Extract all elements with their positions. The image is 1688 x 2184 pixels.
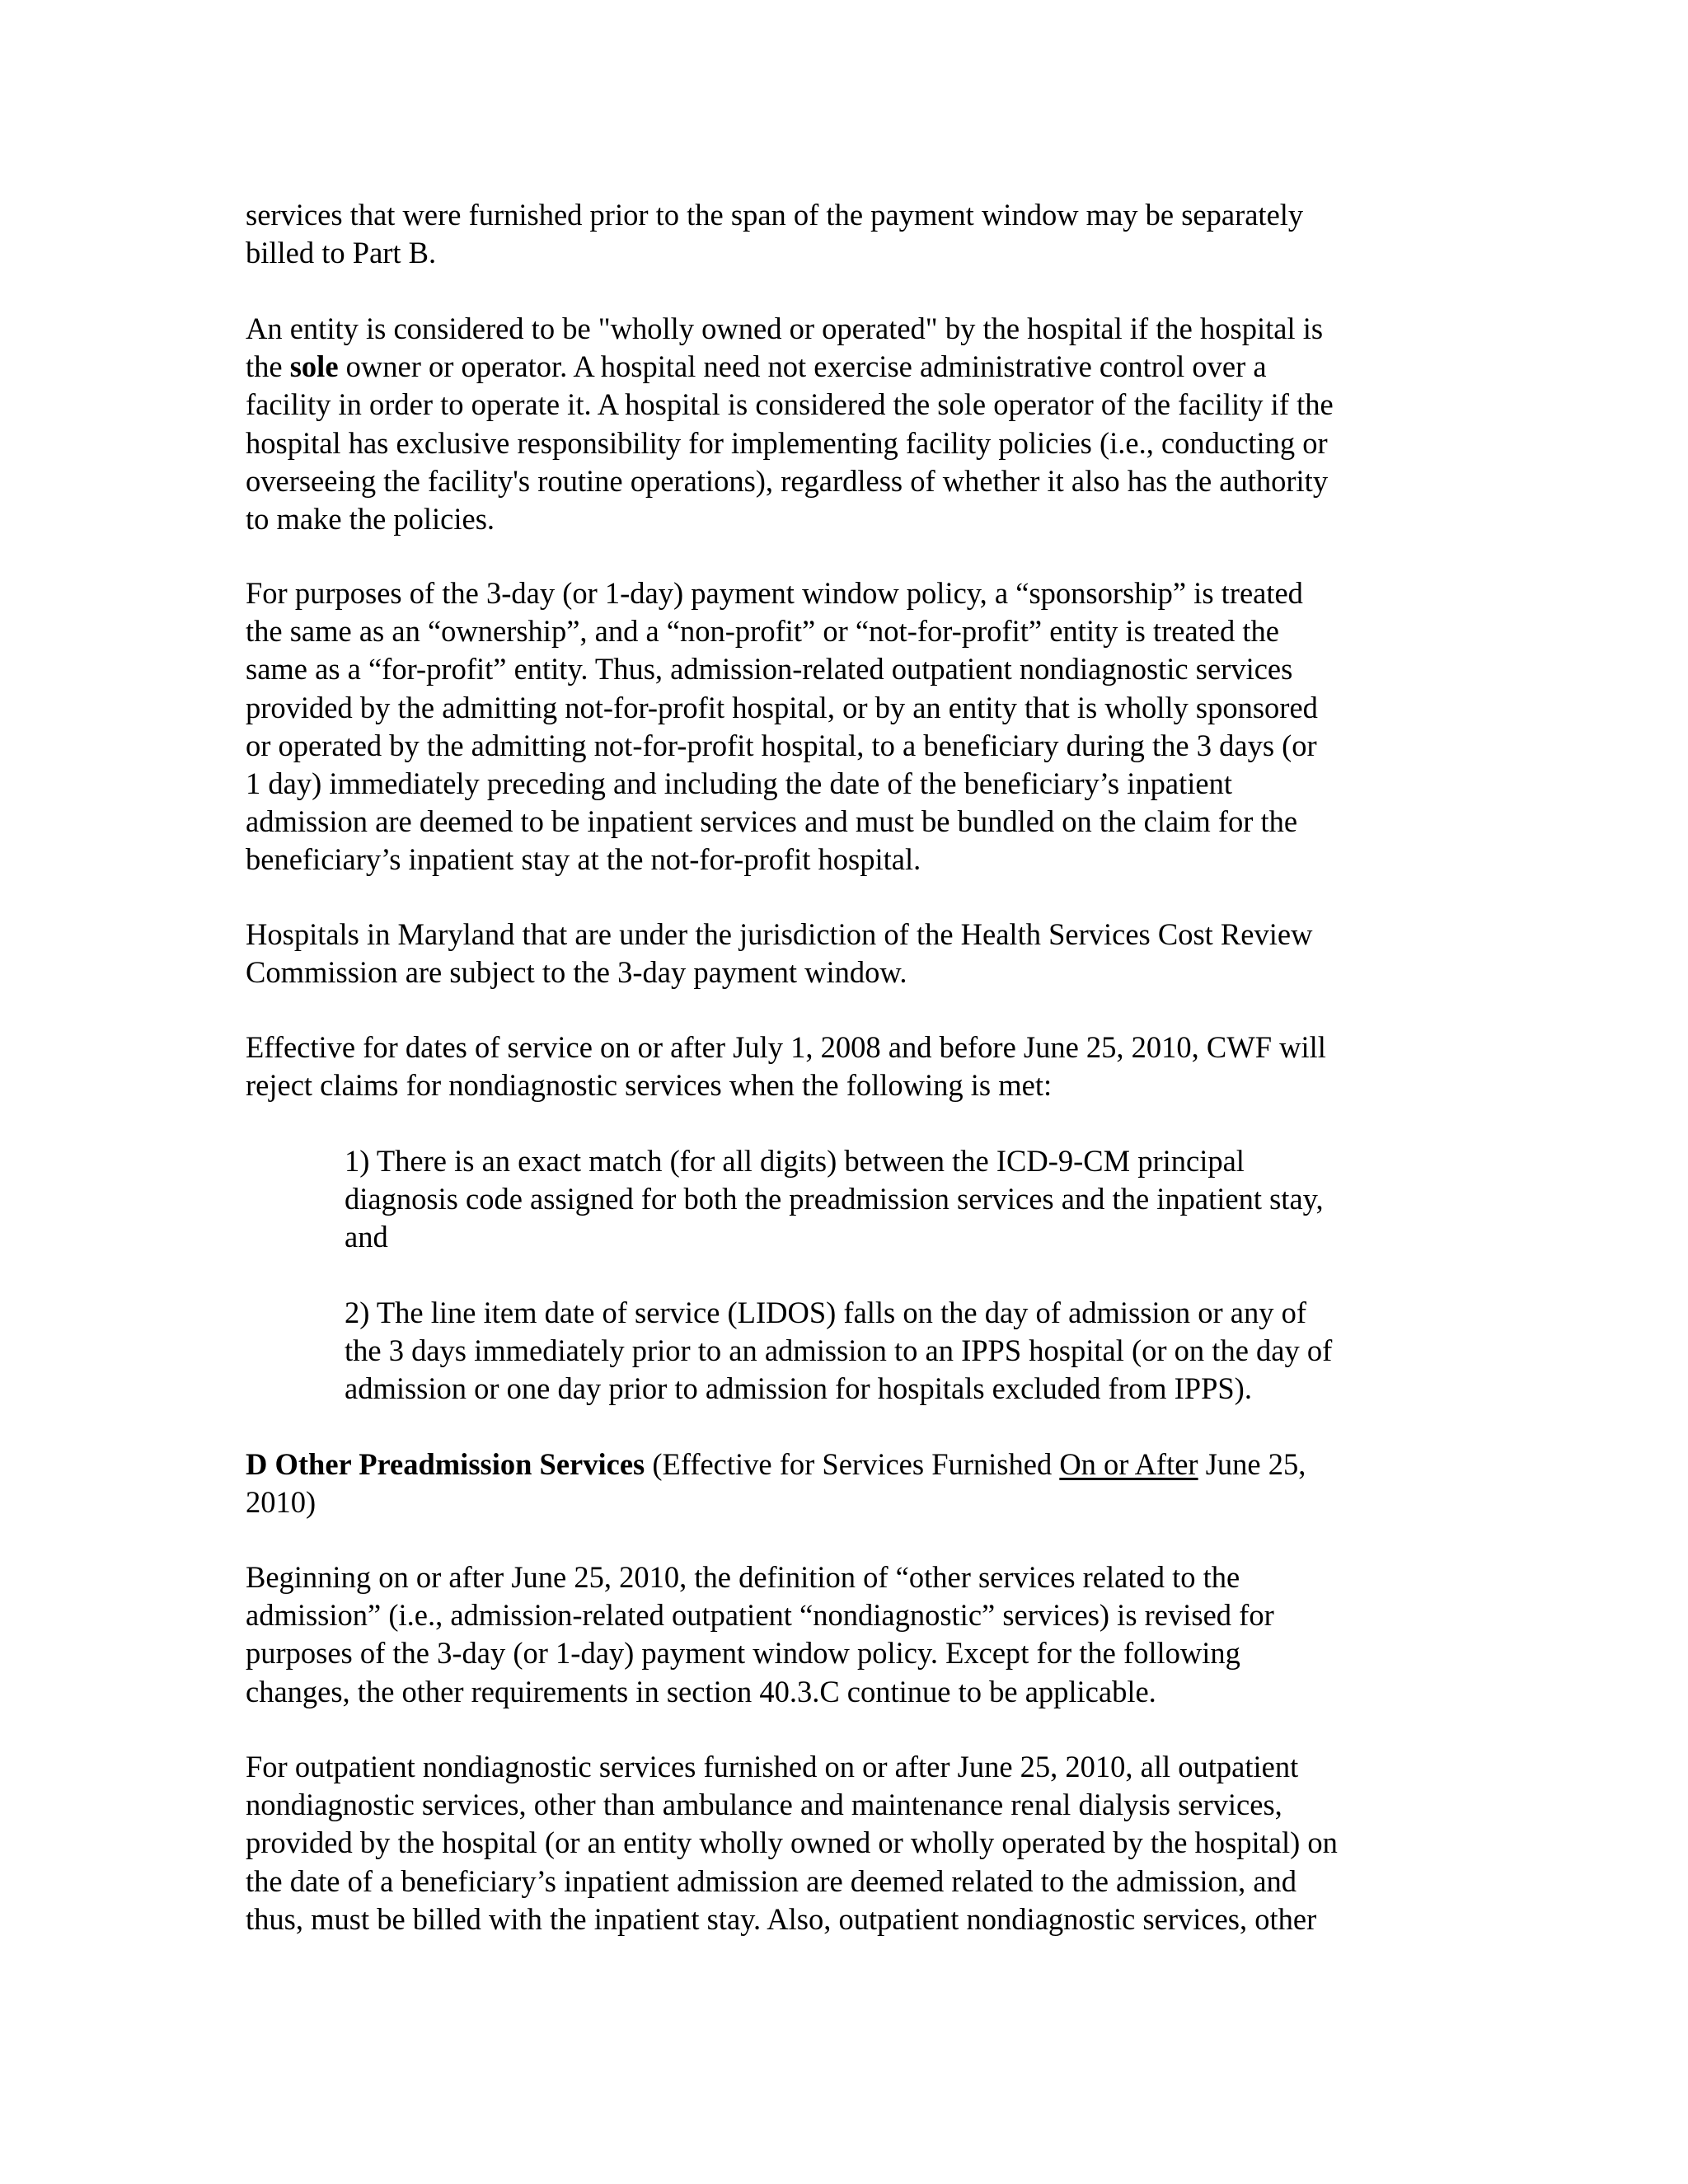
paragraph-wholly-owned-definition bbox=[246, 310, 1449, 538]
text-line: 1) There is an exact match (for all digits) between the ICD-9-CM principal bbox=[345, 1144, 1245, 1178]
text-line: same as a “for-profit” entity. Thus, admission-related outpatient nondiagnostic services bbox=[246, 652, 1293, 687]
text-line: For purposes of the 3-day (or 1-day) payment window policy, a “sponsorship” is treated bbox=[246, 576, 1303, 610]
text-line: nondiagnostic services, other than ambulance and maintenance renal dialysis services, bbox=[246, 1788, 1282, 1822]
text-line: billed to Part B. bbox=[246, 236, 437, 270]
text-line: An entity is considered to be "wholly owned or operated" by the hospital if the hospital is bbox=[246, 312, 1324, 345]
text-line: facility in order to operate it. A hospital is considered the sole operator of the facility if the bbox=[246, 387, 1334, 422]
text-line: the same as an “ownership”, and a “non-profit” or “not-for-profit” entity is treated the bbox=[246, 614, 1279, 649]
heading-line: 2010) bbox=[246, 1485, 316, 1520]
paragraph-sponsorship-policy bbox=[246, 574, 1449, 879]
text-line: to make the policies. bbox=[246, 502, 495, 537]
text-line: Commission are subject to the 3-day payment window. bbox=[246, 955, 907, 990]
text-line: For outpatient nondiagnostic services furnished on or after June 25, 2010, all outpatient bbox=[246, 1750, 1299, 1783]
paragraph-cwf-reject-claims bbox=[246, 1029, 1449, 1104]
heading-line bbox=[246, 1446, 1449, 1483]
text-line: admission are deemed to be inpatient services and must be bundled on the claim for the bbox=[246, 804, 1298, 839]
text-line: hospital has exclusive responsibility for implementing facility policies (i.e., conducting or bbox=[246, 425, 1328, 460]
text-line: 2) The line item date of service (LIDOS) falls on the day of admission or any of bbox=[345, 1296, 1307, 1329]
text-line: diagnosis code assigned for both the preadmission services and the inpatient stay, bbox=[345, 1182, 1324, 1216]
text-line: thus, must be billed with the inpatient stay. Also, outpatient nondiagnostic services, other bbox=[246, 1901, 1317, 1936]
text-line: Effective for dates of service on or after July 1, 2008 and before June 25, 2010, CWF will bbox=[246, 1030, 1326, 1064]
text-line: overseeing the facility's routine operations), regardless of whether it also has the authority bbox=[246, 463, 1329, 498]
bold-text: sole bbox=[289, 349, 339, 384]
text-line: admission or one day prior to admission for hospitals excluded from IPPS). bbox=[345, 1371, 1252, 1406]
text-segment: owner or operator. A hospital need not exercise administrative control over a bbox=[338, 349, 1267, 384]
list-item-exact-match bbox=[345, 1142, 1449, 1257]
text-line: beneficiary’s inpatient stay at the not-for-profit hospital. bbox=[246, 842, 921, 877]
heading-title: D Other Preadmission Services bbox=[246, 1447, 645, 1481]
text-line: services that were furnished prior to the span of the payment window may be separately bbox=[246, 198, 1304, 232]
list-item-line-item-date bbox=[345, 1294, 1449, 1408]
heading-text: June 25, bbox=[1198, 1447, 1306, 1481]
text-line: the date of a beneficiary’s inpatient admission are deemed related to the admission, and bbox=[246, 1863, 1297, 1898]
text-line: provided by the hospital (or an entity wholly owned or wholly operated by the hospital) on bbox=[246, 1825, 1338, 1860]
text-line: reject claims for nondiagnostic services when the following is met: bbox=[246, 1068, 1053, 1103]
text-line: 1 day) immediately preceding and including the date of the beneficiary’s inpatient bbox=[246, 766, 1232, 801]
paragraph-definition-revised bbox=[246, 1558, 1449, 1711]
text-line: purposes of the 3-day (or 1-day) payment window policy. Except for the following bbox=[246, 1636, 1240, 1671]
heading-text: (Effective for Services Furnished bbox=[645, 1447, 1060, 1481]
text-line: and bbox=[345, 1220, 388, 1254]
text-line: admission” (i.e., admission-related outpatient “nondiagnostic” services) is revised for bbox=[246, 1598, 1274, 1633]
text-line bbox=[246, 348, 1449, 386]
text-line: provided by the admitting not-for-profit hospital, or by an entity that is wholly sponsored bbox=[246, 690, 1318, 724]
underlined-text: On or After bbox=[1059, 1447, 1198, 1481]
text-line: Beginning on or after June 25, 2010, the definition of “other services related to the bbox=[246, 1560, 1240, 1594]
text-line: Hospitals in Maryland that are under the jurisdiction of the Health Services Cost Review bbox=[246, 917, 1313, 951]
section-heading-other-preadmission-services bbox=[246, 1446, 1449, 1521]
paragraph-maryland-hospitals bbox=[246, 916, 1449, 991]
text-line: or operated by the admitting not-for-profit hospital, to a beneficiary during the 3 days (or bbox=[246, 728, 1317, 762]
paragraph-outpatient-nondiagnostic bbox=[246, 1748, 1449, 1938]
text-line: changes, the other requirements in section 40.3.C continue to be applicable. bbox=[246, 1674, 1156, 1708]
text-line: the 3 days immediately prior to an admission to an IPPS hospital (or on the day of bbox=[345, 1333, 1333, 1368]
paragraph-part-b-billing bbox=[246, 196, 1449, 272]
text-segment: the bbox=[246, 349, 290, 384]
